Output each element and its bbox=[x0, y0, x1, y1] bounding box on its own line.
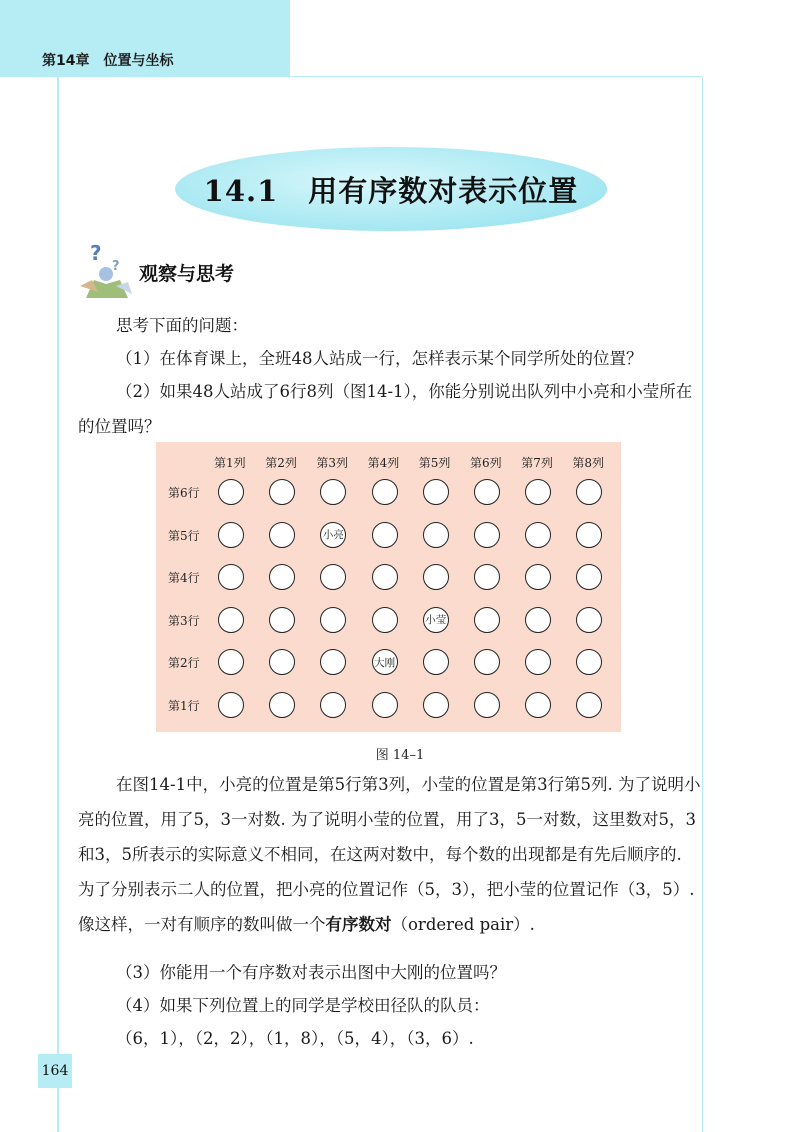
seat-circle bbox=[372, 607, 398, 633]
seat-circle bbox=[320, 692, 346, 718]
column-label: 第2列 bbox=[265, 456, 297, 470]
seat-circle bbox=[372, 522, 398, 548]
left-margin-rule bbox=[57, 77, 59, 1132]
row-label: 第4行 bbox=[168, 571, 200, 585]
seat-circle bbox=[218, 564, 244, 590]
seat-named: 小莹 bbox=[423, 607, 449, 633]
column-label: 第7列 bbox=[521, 456, 553, 470]
seat-circle bbox=[576, 564, 602, 590]
column-label: 第1列 bbox=[214, 456, 246, 470]
row-label: 第1行 bbox=[168, 698, 200, 713]
observe-think-label: 观察与思考 bbox=[139, 263, 235, 285]
column-label: 第8列 bbox=[572, 456, 605, 470]
column-label: 第5列 bbox=[418, 456, 451, 470]
ordered-pair-english: （ordered pair）. bbox=[391, 915, 535, 934]
figure-14-1 bbox=[156, 442, 621, 732]
seat-circle bbox=[525, 479, 551, 505]
para-q3: （3）你能用一个有序数对表示出图中大刚的位置吗？ bbox=[116, 963, 506, 982]
column-label: 第3列 bbox=[316, 456, 349, 470]
seat-circle bbox=[525, 522, 551, 548]
seat-circle bbox=[320, 607, 346, 633]
seat-circle bbox=[525, 607, 551, 633]
para-q2: （2）如果48人站成了6行8列（图14-1），你能分别说出队列中小亮和小莹所在的位置吗？ bbox=[78, 382, 693, 436]
seat-circle bbox=[218, 649, 244, 675]
header-rule bbox=[290, 76, 702, 77]
seat-circle bbox=[218, 522, 244, 548]
seat-circle bbox=[269, 607, 295, 633]
seat-circle bbox=[372, 479, 398, 505]
seat-circle bbox=[320, 649, 346, 675]
seat-circle bbox=[372, 692, 398, 718]
section-title: 14.1 用有序数对表示位置 bbox=[203, 173, 579, 208]
para-think: 思考下面的问题： bbox=[116, 316, 248, 335]
seat-circle bbox=[423, 649, 449, 675]
seat-circle bbox=[269, 479, 295, 505]
seat-circle bbox=[218, 479, 244, 505]
seat-circle bbox=[423, 479, 449, 505]
para-q4: （4）如果下列位置上的同学是学校田径队的队员： bbox=[116, 996, 490, 1015]
para-positions: （6，1），（2，2），（1，8），（5，4），（3，6）. bbox=[116, 1029, 474, 1048]
explanation-text: 在图14-1中，小亮的位置是第5行第3列，小莹的位置是第3行第5列. 为了说明小亮的位置，用了5，3一对数. 为了说明小莹的位置，用了3，5一对数，这里数对5，3和3，5所表示的实际意义不相同，在这两对数中，每个数的出现都是有先后顺序的. 为了分别表示二人的位置，把小亮的位置记作（5，3），把小莹的位置记作（3，5）. 像这样，一对有顺序的数叫做一个 bbox=[78, 775, 701, 934]
seat-named: 大刚 bbox=[372, 649, 398, 675]
seat-circle bbox=[269, 564, 295, 590]
seat-circle bbox=[372, 564, 398, 590]
figure-caption: 图 14–1 bbox=[375, 748, 425, 763]
right-margin-rule bbox=[702, 77, 703, 1132]
svg-text:?: ? bbox=[90, 241, 102, 265]
seat-circle bbox=[576, 522, 602, 548]
seat-circle bbox=[525, 692, 551, 718]
row-label: 第3行 bbox=[168, 613, 200, 628]
seat-circle bbox=[423, 522, 449, 548]
row-label: 第5行 bbox=[168, 528, 200, 543]
ordered-pair-term: 有序数对 bbox=[325, 915, 392, 934]
row-label: 第2行 bbox=[168, 656, 200, 670]
page-number: 164 bbox=[38, 1054, 72, 1088]
seat-named: 小亮 bbox=[320, 522, 346, 548]
seat-circle bbox=[474, 479, 500, 505]
seat-circle bbox=[525, 564, 551, 590]
seat-circle bbox=[474, 692, 500, 718]
seat-circle bbox=[525, 649, 551, 675]
seat-circle bbox=[576, 692, 602, 718]
column-label: 第6列 bbox=[470, 456, 502, 470]
seat-circle bbox=[269, 692, 295, 718]
seat-circle bbox=[576, 479, 602, 505]
seat-circle bbox=[320, 564, 346, 590]
section-title-banner bbox=[175, 147, 607, 231]
seat-circle bbox=[474, 522, 500, 548]
seat-circle bbox=[576, 649, 602, 675]
para-explanation bbox=[78, 767, 702, 942]
seat-circle bbox=[474, 649, 500, 675]
seat-circle bbox=[474, 564, 500, 590]
seat-circle bbox=[576, 607, 602, 633]
seat-circle bbox=[269, 522, 295, 548]
thinking-figure-icon bbox=[76, 240, 134, 300]
seat-circle bbox=[423, 564, 449, 590]
seat-circle bbox=[269, 649, 295, 675]
seat-circle bbox=[218, 692, 244, 718]
seat-circle bbox=[474, 607, 500, 633]
svg-text:?: ? bbox=[112, 259, 120, 274]
seat-circle bbox=[423, 692, 449, 718]
chapter-header: 第14章 位置与坐标 bbox=[42, 53, 174, 69]
row-label: 第6行 bbox=[168, 486, 200, 500]
seat-circle bbox=[320, 479, 346, 505]
column-label: 第4列 bbox=[367, 456, 400, 470]
seat-circle bbox=[218, 607, 244, 633]
para-q1: （1）在体育课上，全班48人站成一行，怎样表示某个同学所处的位置？ bbox=[116, 349, 643, 368]
